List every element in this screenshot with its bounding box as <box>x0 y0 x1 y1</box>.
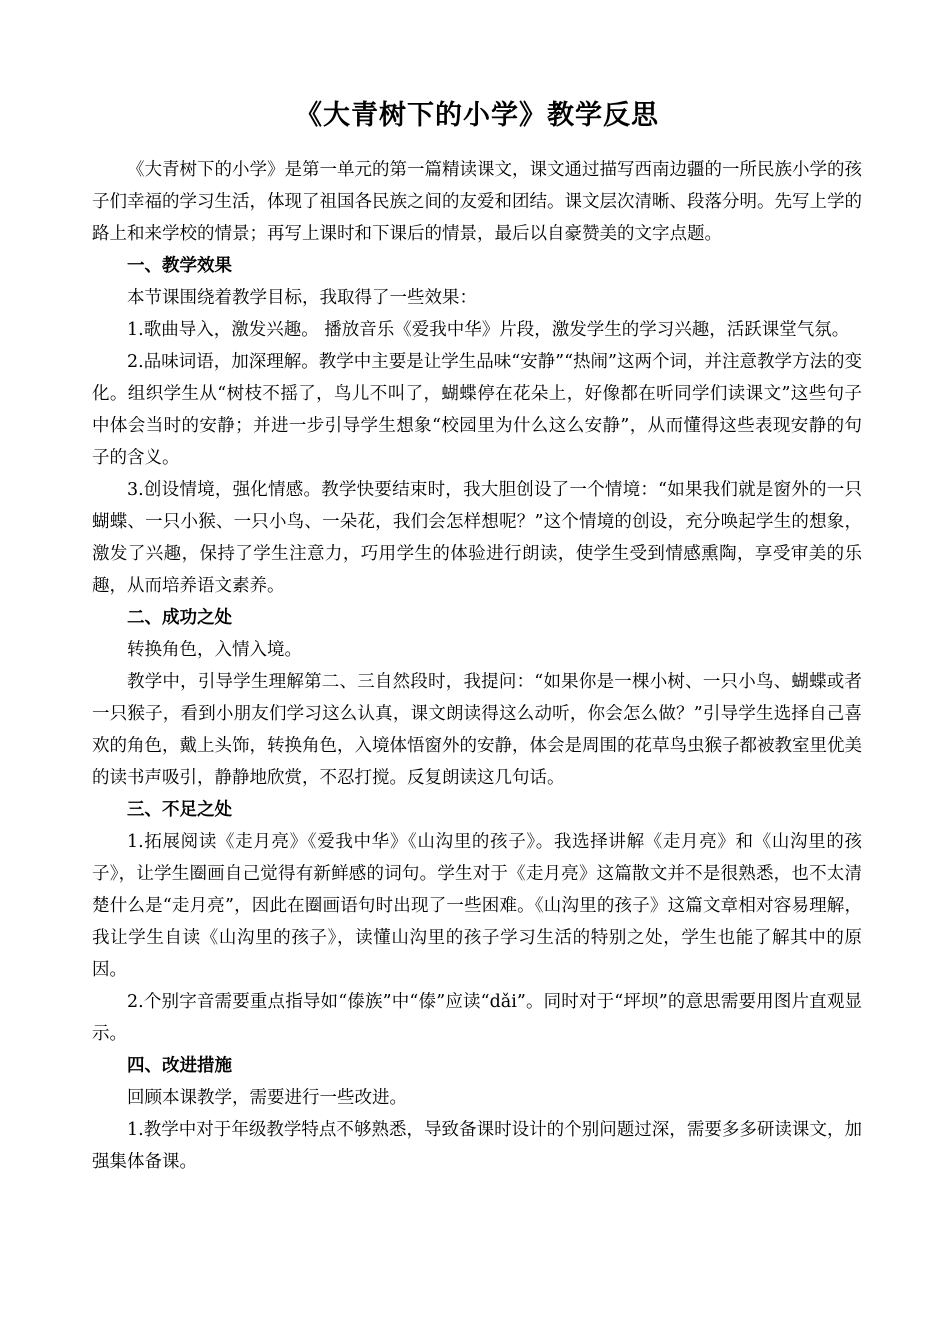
document-title: 《大青树下的小学》教学反思 <box>295 100 659 131</box>
section4-lead: 回顾本课教学，需要进行一些改进。 <box>127 1088 407 1108</box>
section-heading-improvements: 四、改进措施 <box>127 1056 232 1076</box>
document-page <box>92 96 862 1178</box>
section1-item-1: 1.歌曲导入，激发兴趣。 播放音乐《爱我中华》片段，激发学生的学习兴趣，活跃课堂气氛。 <box>127 320 850 340</box>
section-heading-shortcomings: 三、不足之处 <box>127 800 232 820</box>
section2-lead: 转换角色，入情入境。 <box>127 640 302 660</box>
section3-item-1: 1.拓展阅读《走月亮》《爱我中华》《山沟里的孩子》。我选择讲解《走月亮》和《山沟里的孩子》，让学生圈画自己觉得有新鲜感的词句。学生对于《走月亮》这篇散文并不是很熟悉，也不太清楚什么是“走月亮”，因此在圈画语句时出现了一些困难。《山沟里的孩子》这篇文章相对容易理解，我让学生自读《山沟里的孩子》，读懂山沟里的孩子学习生活的特别之处，学生也能了解其中的原因。 <box>92 832 862 980</box>
section2-body: 教学中，引导学生理解第二、三自然段时，我提问：“如果你是一棵小树、一只小鸟、蝴蝶或者一只猴子，看到小朋友们学习这么认真，课文朗读得这么动听，你会怎么做？”引导学生选择自己喜欢的角色，戴上头饰，转换角色，入境体悟窗外的安静，体会是周围的花草鸟虫猴子都被教室里优美的读书声吸引，静静地欣赏，不忍打搅。反复朗读这几句话。 <box>92 672 862 788</box>
section-heading-teaching-effect: 一、教学效果 <box>127 256 232 276</box>
section1-item-2: 2.品味词语，加深理解。教学中主要是让学生品味“安静”“热闹”这两个词，并注意教学方法的变化。组织学生从“树枝不摇了，鸟儿不叫了，蝴蝶停在花朵上，好像都在听同学们读课文”这些句子中体会当时的安静；并进一步引导学生想象“校园里为什么这么安静”，从而懂得这些表现安静的句子的含义。 <box>92 352 862 468</box>
section1-item-3: 3.创设情境，强化情感。教学快要结束时，我大胆创设了一个情境：“如果我们就是窗外的一只蝴蝶、一只小猴、一只小鸟、一朵花，我们会怎样想呢？”这个情境的创设，充分唤起学生的想象，激发了兴趣，保持了学生注意力，巧用学生的体验进行朗读，使学生受到情感熏陶，享受审美的乐趣，从而培养语文素养。 <box>92 480 862 596</box>
section3-item-2: 2.个别字音需要重点指导如“傣族”中“傣”应读“dǎi”。同时对于“坪坝”的意思需要用图片直观显示。 <box>92 992 862 1044</box>
section1-lead: 本节课围绕着教学目标，我取得了一些效果： <box>127 288 477 308</box>
section4-item-1: 1.教学中对于年级教学特点不够熟悉，导致备课时设计的个别问题过深，需要多多研读课文，加强集体备课。 <box>92 1120 862 1172</box>
intro-paragraph: 《大青树下的小学》是第一单元的第一篇精读课文，课文通过描写西南边疆的一所民族小学的孩子们幸福的学习生活，体现了祖国各民族之间的友爱和团结。课文层次清晰、段落分明。先写上学的路上和来学校的情景；再写上课时和下课后的情景，最后以自豪赞美的文字点题。 <box>92 160 862 244</box>
section-heading-success: 二、成功之处 <box>127 608 232 628</box>
